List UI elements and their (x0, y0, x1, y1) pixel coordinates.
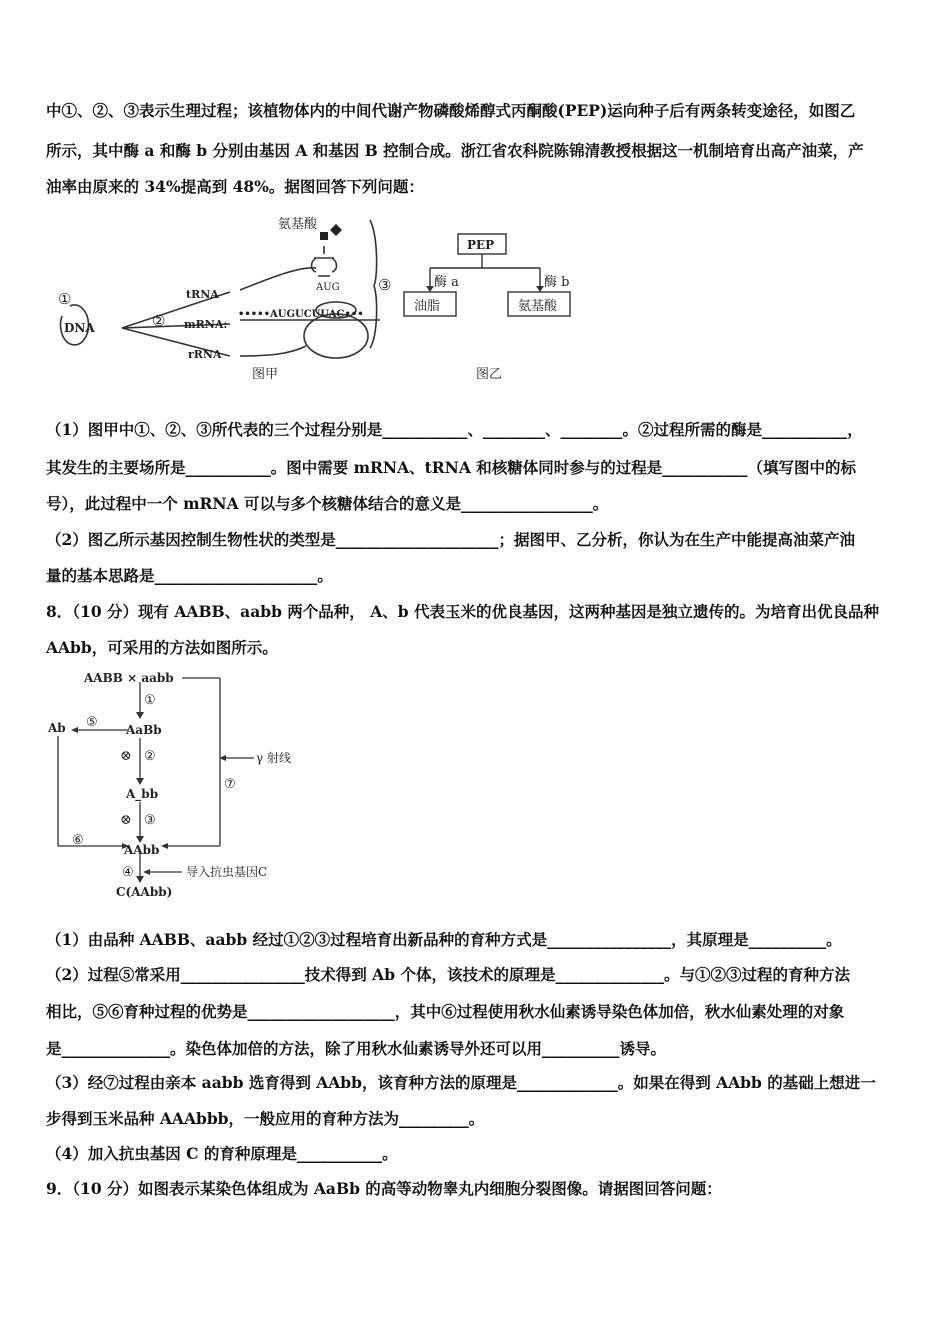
q8-p3-line-1: （3）经⑦过程由亲本 aabb 选育得到 AAbb，该育种方法的原理是_____________。如果在得到 AAbb 的基础上想进一 (46, 1073, 876, 1092)
q8-p4: （4）加入抗虫基因 C 的育种原理是___________。 (46, 1144, 398, 1163)
figure-breeding (44, 664, 334, 904)
label-f1: AaBb (126, 723, 162, 737)
label-step3: ③ (378, 276, 392, 294)
intro-line-2: 所示，其中酶 a 和酶 b 分别由基因 A 和基因 B 控制合成。浙江省农科院陈锦清教授根据这一机制培育出高产油菜，产 (46, 141, 864, 160)
q7-p2-line-1: （2）图乙所示基因控制生物性状的类型是_____________________；据图甲、乙分析，你认为在生产中能提高油菜产油 (46, 530, 856, 549)
caption-yi: 图乙 (476, 367, 503, 382)
figure-jia-yi (40, 206, 600, 386)
label-trna: tRNA (186, 288, 219, 301)
label-s2: ② (144, 749, 156, 764)
q8-stem-line-1: 8．（10 分）现有 AABB、aabb 两个品种， A、b 代表玉米的优良基因，这两种基因是独立遗传的。为培育出优良品种 (46, 602, 879, 621)
label-aabb: AAbb (124, 843, 160, 857)
label-cross-1: ⊗ (120, 748, 132, 764)
label-enzyme-a: 酶 a (434, 275, 459, 290)
label-a-bb: A_bb (126, 787, 159, 801)
intro-line-1: 中①、②、③表示生理过程；该植物体内的中间代谢产物磷酸烯醇式丙酮酸(PEP)运向种子后有两条转变途径，如图乙 (46, 101, 856, 120)
label-step1: ① (58, 290, 72, 308)
label-c: C(AAbb) (116, 885, 173, 899)
label-enzyme-b: 酶 b (544, 275, 570, 290)
q7-p1-line-3: 号），此过程中一个 mRNA 可以与多个核糖体结合的意义是_________________。 (46, 494, 609, 513)
q7-p2-line-2: 量的基本思路是_____________________。 (46, 566, 333, 585)
label-dna: DNA (64, 321, 95, 335)
label-amino-acid: 氨基酸 (278, 217, 318, 232)
q8-p2-line-2: 相比，⑤⑥育种过程的优势是___________________，其中⑥过程使用秋水仙素诱导染色体加倍，秋水仙素处理的对象 (46, 1002, 845, 1021)
label-s3: ③ (144, 813, 156, 828)
trna-shape (312, 246, 337, 276)
label-s5: ⑤ (86, 715, 98, 730)
q9-stem: 9．（10 分）如图表示某染色体组成为 AaBb 的高等动物睾丸内细胞分裂图像。请据图回答问题： (46, 1179, 722, 1198)
label-mrna: mRNA: (184, 318, 228, 331)
label-sequence: •••••AUGUCUUAC••• (238, 309, 364, 320)
label-s6: ⑥ (72, 833, 84, 848)
label-rrna: rRNA (188, 348, 222, 361)
caption-jia: 图甲 (252, 367, 279, 382)
label-gene-c: 导入抗虫基因C (186, 865, 268, 879)
label-aug: AUG (316, 282, 340, 293)
q7-p1-line-2: 其发生的主要场所是___________。图中需要 mRNA、tRNA 和核糖体同时参与的过程是___________（填写图中的标 (46, 458, 857, 477)
q8-stem-line-2: AAbb，可采用的方法如图所示。 (46, 638, 278, 657)
label-amino-acid-2: 氨基酸 (518, 299, 558, 314)
q8-p2-line-3: 是______________。染色体加倍的方法，除了用秋水仙素诱导外还可以用__________诱导。 (46, 1039, 667, 1058)
label-s7: ⑦ (224, 777, 236, 792)
label-s4: ④ (122, 865, 134, 880)
label-ab: Ab (48, 721, 66, 735)
label-cross-2: ⊗ (120, 812, 132, 828)
q8-p3-line-2: 步得到玉米品种 AAAbbb，一般应用的育种方法为_________。 (46, 1109, 485, 1128)
q8-p1: （1）由品种 AABB、aabb 经过①②③过程培育出新品种的育种方式是________________，其原理是__________。 (46, 930, 842, 949)
q8-p2-line-1: （2）过程⑤常采用________________技术得到 Ab 个体，该技术的原理是______________。与①②③过程的育种方法 (46, 965, 850, 984)
amino-acid-square (320, 232, 328, 240)
q7-p1-line-1: （1）图甲中①、②、③所代表的三个过程分别是___________、________、________。②过程所需的酶是___________， (46, 420, 863, 439)
label-s1: ① (144, 693, 156, 708)
label-parents: AABB × aabb (84, 671, 174, 685)
label-gamma: γ 射线 (256, 751, 291, 765)
label-pep: PEP (467, 238, 495, 252)
label-step2: ② (152, 312, 166, 330)
label-oil: 油脂 (414, 299, 441, 314)
intro-line-3: 油率由原来的 34%提高到 48%。据图回答下列问题： (46, 177, 424, 196)
